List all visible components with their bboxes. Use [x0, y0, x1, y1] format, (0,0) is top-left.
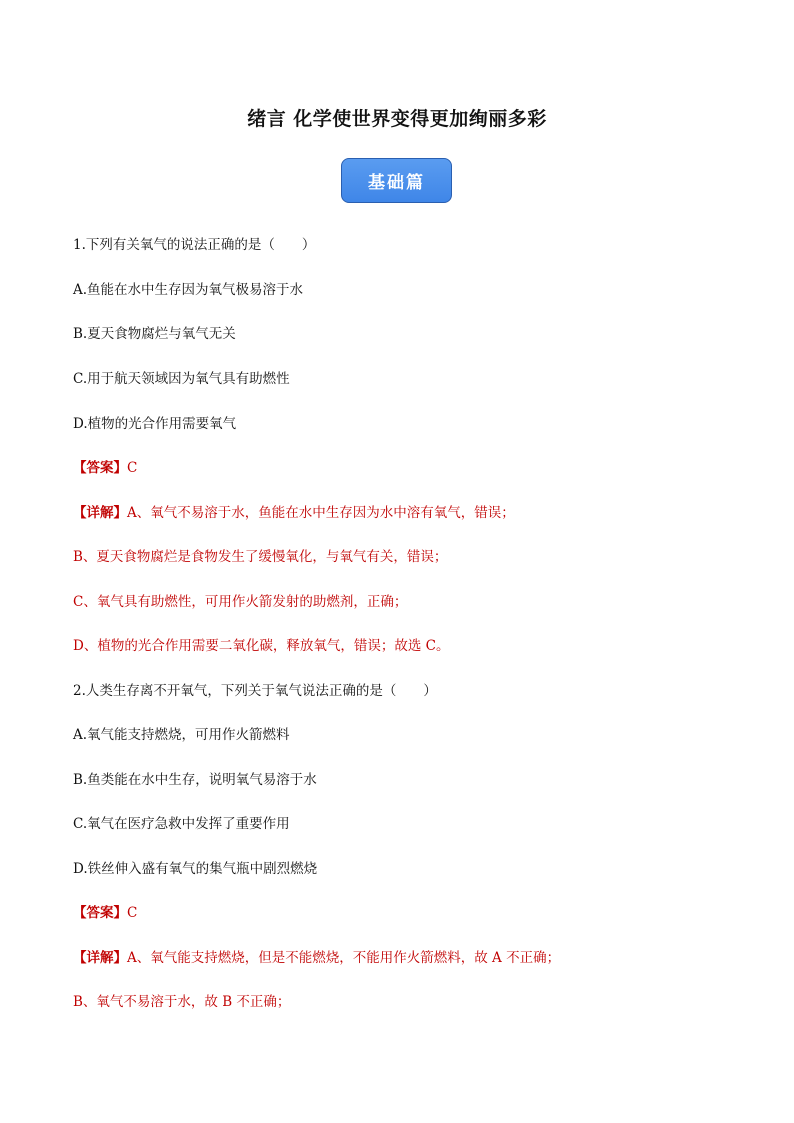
- question-1-option-a: A.鱼能在水中生存因为氧气极易溶于水: [73, 282, 304, 298]
- answer-tag: 【答案】: [73, 905, 127, 921]
- detail-tag: 【详解】: [73, 505, 127, 521]
- detail-text: A、氧气能支持燃烧，但是不能燃烧，不能用作火箭燃料，故 A 不正确；: [127, 950, 561, 966]
- question-2-detail-2: B、氧气不易溶于水，故 B 不正确；: [73, 994, 291, 1010]
- section-badge: 基础篇: [341, 158, 452, 203]
- answer-value: C: [127, 905, 138, 921]
- answer-tag: 【答案】: [73, 460, 127, 476]
- question-2-answer: [73, 901, 137, 921]
- question-2-option-b: B.鱼类能在水中生存，说明氧气易溶于水: [73, 772, 317, 788]
- page-title: 绪言 化学使世界变得更加绚丽多彩: [247, 108, 547, 130]
- question-1-detail-1: [73, 501, 515, 521]
- question-1-stem: 1.下列有关氧气的说法正确的是（ ）: [73, 237, 316, 253]
- question-1-detail-4: D、植物的光合作用需要二氧化碳，释放氧气，错误；故选 C。: [73, 638, 450, 654]
- question-1-detail-3: C、氧气具有助燃性，可用作火箭发射的助燃剂，正确；: [73, 594, 408, 610]
- question-1-option-b: B.夏天食物腐烂与氧气无关: [73, 326, 236, 342]
- answer-value: C: [127, 460, 138, 476]
- question-2-option-a: A.氧气能支持燃烧，可用作火箭燃料: [73, 727, 290, 743]
- detail-tag: 【详解】: [73, 950, 127, 966]
- detail-text: A、氧气不易溶于水，鱼能在水中生存因为水中溶有氧气，错误；: [127, 505, 515, 521]
- question-1-option-c: C.用于航天领域因为氧气具有助燃性: [73, 371, 290, 387]
- question-2-detail-1: [73, 946, 560, 966]
- question-1-answer: [73, 456, 137, 476]
- question-2-option-c: C.氧气在医疗急救中发挥了重要作用: [73, 816, 290, 832]
- question-2-option-d: D.铁丝伸入盛有氧气的集气瓶中剧烈燃烧: [73, 861, 318, 877]
- question-1-detail-2: B、夏天食物腐烂是食物发生了缓慢氧化，与氧气有关，错误；: [73, 549, 448, 565]
- question-2-stem: 2.人类生存离不开氧气，下列关于氧气说法正确的是（ ）: [73, 683, 437, 699]
- question-1-option-d: D.植物的光合作用需要氧气: [73, 416, 237, 432]
